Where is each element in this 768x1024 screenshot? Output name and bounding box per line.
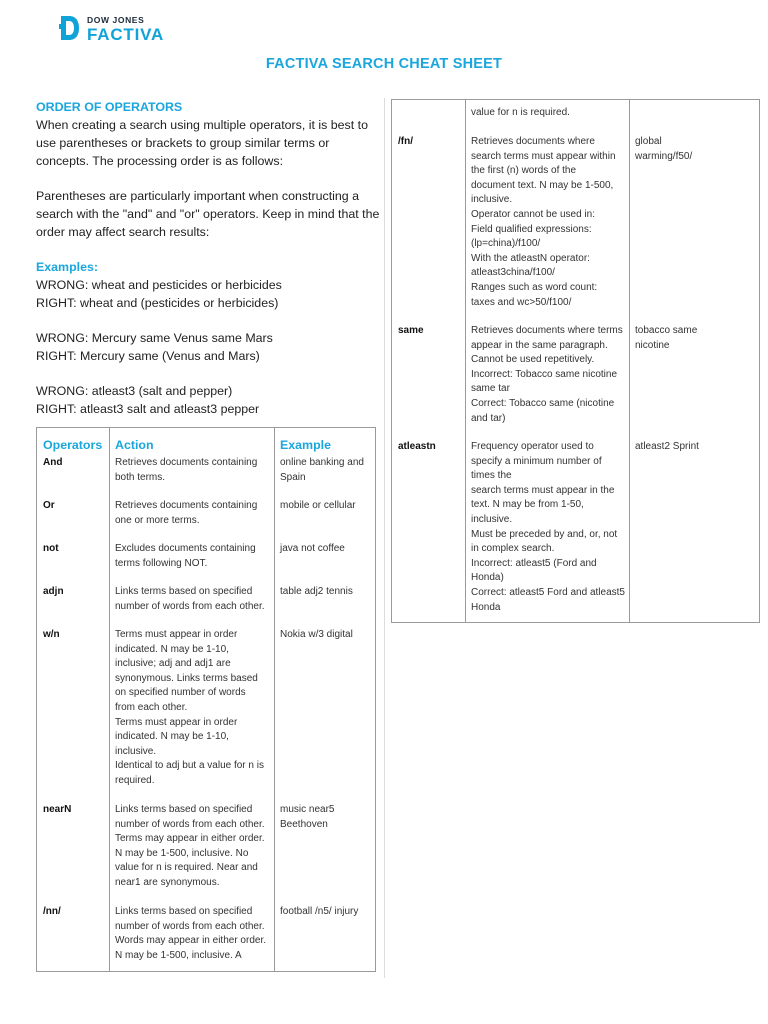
intro-paragraph-1: When creating a search using multiple operators, it is best to use parentheses or brackets to group similar terms or concepts. The processing order is as follows: (36, 118, 368, 168)
table-column-line (465, 100, 466, 622)
operator-name: Or (43, 500, 55, 511)
example-1: WRONG: wheat and pesticides or herbicides RIGHT: wheat and (pesticides or herbicides) (36, 278, 282, 310)
operator-example: music near5 Beethoven (280, 804, 335, 830)
logo-dow-jones: DOW JONES (87, 15, 145, 25)
operator-example: global warming/f50/ (635, 136, 693, 162)
table-column-line (629, 100, 630, 622)
operator-action: value for n is required. (471, 107, 570, 118)
operator-action: Terms must appear in order indicated. N may be 1-10, inclusive; adj and adj1 are synonymous. Links terms based on specified number of words from each other. Terms must appear in order indicated. N may be 1-10, inclusive. Identical to adj but a value for n is required. (115, 629, 264, 786)
header-example: Example (280, 438, 331, 452)
intro-paragraph-2: Parentheses are particularly important when constructing a search with the "and" and "or" operators. Keep in mind that the order may affect search results: (36, 189, 380, 239)
example-2: WRONG: Mercury same Venus same Mars RIGHT: Mercury same (Venus and Mars) (36, 331, 273, 363)
operator-action: Retrieves documents where terms appear in the same paragraph. Cannot be used repetitively. Incorrect: Tobacco same nicotine same tar Correct: Tobacco same (nicotine and tar) (471, 325, 623, 424)
operators-table (36, 427, 376, 972)
operator-example: table adj2 tennis (280, 586, 353, 597)
example-3: WRONG: atleast3 (salt and pepper) RIGHT: atleast3 salt and atleast3 pepper (36, 384, 260, 416)
header-operators: Operators (43, 438, 103, 452)
operator-action: Excludes documents containing terms following NOT. (115, 543, 256, 569)
operator-action: Retrieves documents containing both terms. (115, 457, 258, 483)
column-divider (384, 98, 385, 978)
factiva-logo-icon (59, 14, 81, 42)
section-heading: ORDER OF OPERATORS (36, 100, 183, 114)
operator-example: java not coffee (280, 543, 345, 554)
operator-example: online banking and Spain (280, 457, 364, 483)
operator-name: w/n (43, 629, 60, 640)
operator-action: Frequency operator used to specify a minimum number of times the search terms must appear in the text. N may be from 1-50, inclusive. Must be preceded by and, or, not in complex search. Incorrect: atleast5 (Ford and Honda) Correct: atleast5 Ford and atleast5 Honda (471, 441, 625, 613)
operator-action: Links terms based on specified number of words from each other. (115, 586, 265, 612)
intro-section (36, 98, 380, 418)
operator-example: mobile or cellular (280, 500, 356, 511)
operator-example: Nokia w/3 digital (280, 629, 353, 640)
operator-name: atleastn (398, 441, 436, 452)
operators-table-continued (391, 99, 760, 623)
operator-example: tobacco same nicotine (635, 325, 698, 351)
page-title: FACTIVA SEARCH CHEAT SHEET (265, 56, 503, 72)
operator-name: same (398, 325, 424, 336)
operator-name: nearN (43, 804, 72, 815)
logo-factiva: FACTIVA (87, 25, 165, 44)
operator-action: Retrieves documents where search terms must appear within the first (n) words of the document text. N may be 1-500, inclusive. Operator cannot be used in: Field qualified expressions: (lp=china)/f100/ With the atleastN operator: atleast3china/f100/ Ranges such as word count: taxes and wc>50/f100/ (471, 136, 616, 308)
table-column-line (109, 428, 110, 971)
header-action: Action (115, 438, 154, 452)
operator-name: adjn (43, 586, 64, 597)
operator-name: /fn/ (398, 136, 413, 147)
operator-action: Retrieves documents containing one or more terms. (115, 500, 258, 526)
operator-example: atleast2 Sprint (635, 441, 699, 452)
examples-heading: Examples: (36, 260, 98, 274)
operator-name: And (43, 457, 63, 468)
operator-action: Links terms based on specified number of words from each other. Words may appear in either order. N may be 1-500, inclusive. A (115, 906, 267, 961)
operator-action: Links terms based on specified number of words from each other. Terms may appear in either order. N may be 1-500, inclusive. No value for n is required. Near and near1 are synonymous. (115, 804, 265, 888)
operator-name: /nn/ (43, 906, 61, 917)
operator-example: football /n5/ injury (280, 906, 359, 917)
operator-name: not (43, 543, 59, 554)
